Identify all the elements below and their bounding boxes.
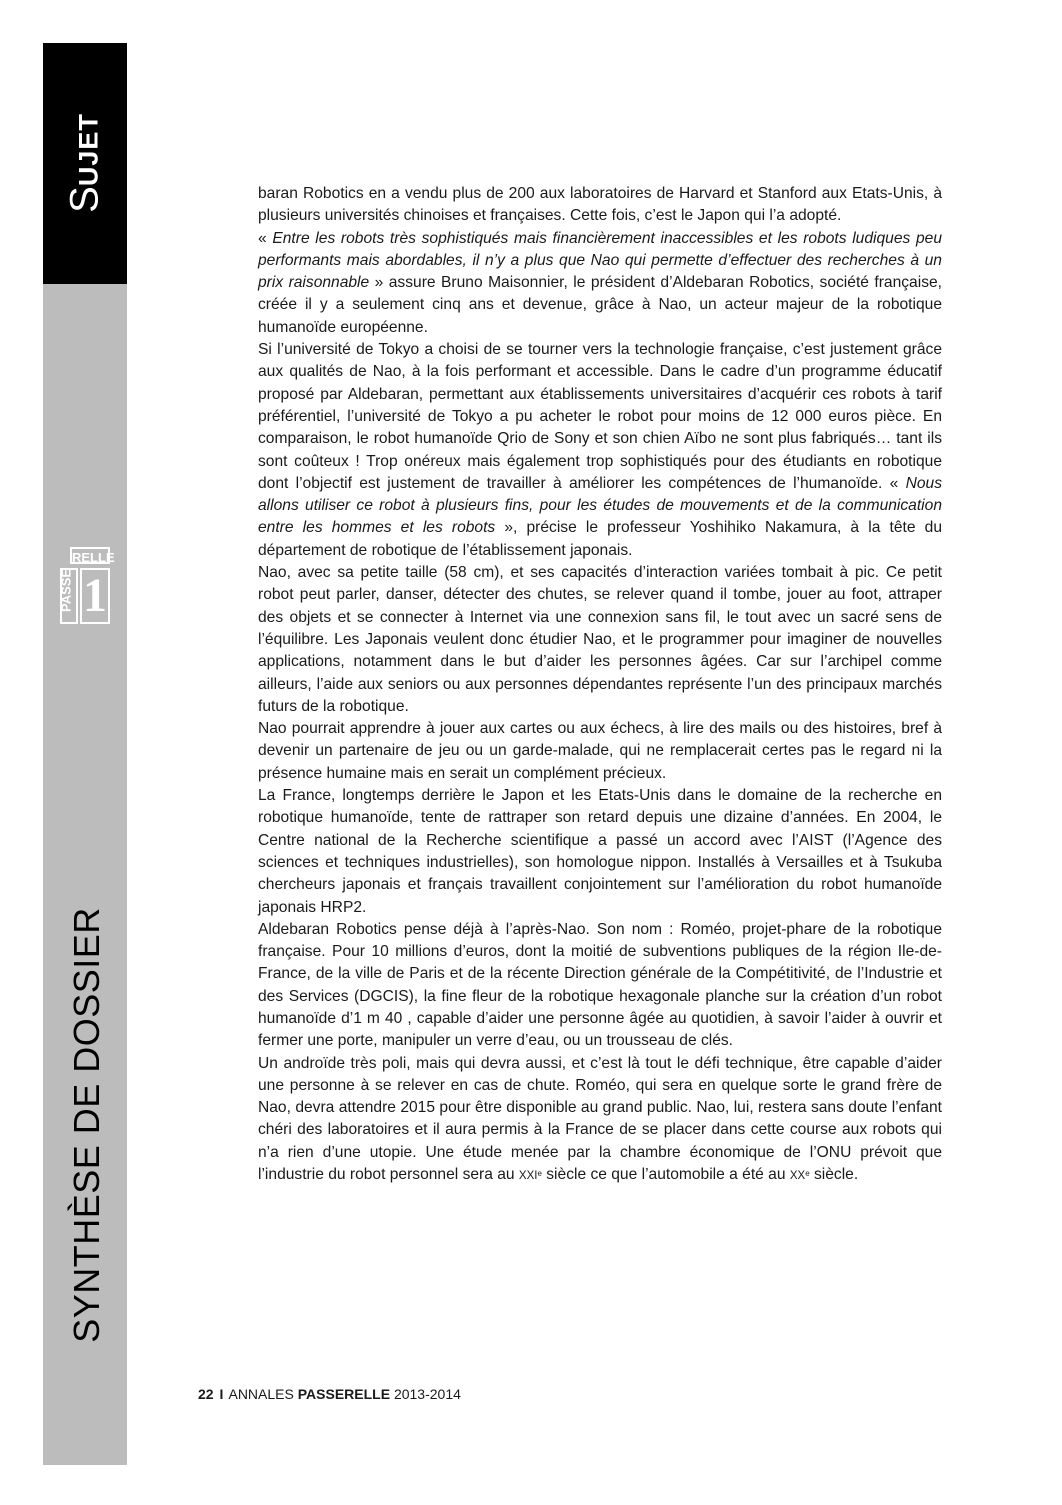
paragraph: Nao pourrait apprendre à jouer aux cartes ou aux échecs, à lire des mails ou des histoires, bref à devenir un partenaire de jeu ou un garde-malade, qui ne remplacerait certes pas le regard ni la présence humaine mais en serait un complément précieux. bbox=[258, 720, 942, 782]
quote-open: « bbox=[258, 229, 273, 247]
logo-digit: 1 bbox=[80, 568, 110, 624]
paragraph-text: siècle. bbox=[809, 1166, 859, 1184]
paragraph-text: Un androïde très poli, mais qui devra aussi, et c’est là tout le défi technique, être capable d’aider une personne à se relever en cas de chute. Roméo, qui sera en quelque sorte le grand frère de Nao, devra attendre 2015 pour être disponible au grand public. Nao, lui, restera sans doute l’enfant chéri des laboratoires et il aura permis à la France de se placer dans cette course aux robots qui n’a rien d’une utopie. Une étude menée par la chambre économique de l’ONU prévoit que l’industrie du robot personnel sera au bbox=[258, 1054, 942, 1184]
paragraph bbox=[258, 339, 942, 562]
page-footer bbox=[198, 1386, 461, 1402]
footer-years: 2013-2014 bbox=[393, 1386, 461, 1402]
quote-text: Nous allons utiliser ce robot à plusieurs fins, pour les études de mouvements et de la communication entre les hommes et les robots bbox=[258, 474, 942, 537]
logo-relle-text: RELLE bbox=[70, 547, 110, 564]
article-body bbox=[258, 183, 942, 1187]
vertical-section-title: SYNTHÈSE DE DOSSIER bbox=[66, 907, 107, 1343]
section-label-initial: S bbox=[62, 186, 107, 213]
paragraph-text: » assure Bruno Maisonnier, le président d’Aldebaran Robotics, société française, créée il y a seulement cinq ans et devenue, grâce à Nao, un acteur majeur de la robotique humanoïde européenne. bbox=[258, 274, 942, 336]
paragraph bbox=[258, 1053, 942, 1188]
century-numeral: XXI bbox=[518, 1170, 538, 1183]
section-label-sujet bbox=[63, 113, 108, 213]
footer-brand: PASSERELLE bbox=[297, 1386, 391, 1402]
paragraph-text: », précise le professeur Yoshihiko Nakamura, à la tête du département de robotique de l’établissement japonais. bbox=[258, 519, 942, 559]
footer-annales: ANNALES bbox=[228, 1386, 294, 1402]
paragraph: Nao, avec sa petite taille (58 cm), et ses capacités d’interaction variées tombait à pic. Ce petit robot peut parler, danser, détecter des chutes, se relever quand il tombe, jouer au foot, attraper des objets et se connecter à Internet via une connexion sans fil, le tout avec un sacré sens de l’équilibre. Les Japonais veulent donc étudier Nao, et le programmer pour imaginer de nouvelles applications, notamment dans le but d’aider les personnes âgées. Car sur l’archipel comme ailleurs, l’aide aux seniors ou aux personnes dépendantes représente l’un des principaux marchés futurs de la robotique. bbox=[258, 564, 942, 715]
paragraph: Aldebaran Robotics pense déjà à l’après-Nao. Son nom : Roméo, projet-phare de la robotique française. Pour 10 millions d’euros, dont la moitié de subventions publiques de la région Ile-de-France, de la ville de Paris et de la récente Direction générale de la Compétitivité, de l’Industrie et des Services (DGCIS), la fine fleur de la robotique hexagonale planche sur la création d’un robot humanoïde d’1 m 40 , capable d’aider une personne âgée au quotidien, à savoir l’aider à ouvrir et fermer une porte, manipuler un verre d’eau, ou un trousseau de clés. bbox=[258, 920, 942, 1050]
paragraph-text: siècle ce que l’automobile a été au bbox=[541, 1166, 790, 1184]
paragraph: baran Robotics en a vendu plus de 200 aux laboratoires de Harvard et Stanford aux Etats-Unis, à plusieurs universités chinoises et françaises. Cette fois, c’est le Japon qui l’a adopté. bbox=[258, 185, 942, 225]
century-numeral: XX bbox=[789, 1170, 806, 1183]
section-label-rest: UJET bbox=[73, 113, 104, 187]
paragraph: La France, longtemps derrière le Japon et les Etats-Unis dans le domaine de la recherche en robotique humanoïde, tente de rattraper son retard depuis une dizaine d’années. En 2004, le Centre national de la Recherche scientifique a passé un accord avec l’AIST (l’Agence des sciences et techniques industrielles), son homologue nippon. Installés à Versailles et à Tsukuba chercheurs japonais et français travaillent conjointement sur l’amélioration du robot humanoïde japonais HRP2. bbox=[258, 787, 942, 916]
page-number: 22 bbox=[198, 1386, 214, 1402]
footer-separator: I bbox=[219, 1386, 224, 1402]
quote-text: Entre les robots très sophistiqués mais financièrement inaccessibles et les robots ludiques peu performants mais abordables, il n’y a plus que Nao qui permette d’effectuer des recherches à un prix raisonnable bbox=[258, 229, 942, 292]
passerelle-1-logo bbox=[58, 544, 115, 628]
superscript: e bbox=[805, 1169, 810, 1179]
paragraph-text: Si l’université de Tokyo a choisi de se tourner vers la technologie française, c’est justement grâce aux qualités de Nao, à la fois performant et accessible. Dans le cadre d’un programme éducatif proposé par Aldebaran, permettant aux établissements universitaires d’acquérir ces robots à tarif préférentiel, l’université de Tokyo a pu acheter le robot pour moins de 12 000 euros pièce. En comparaison, le robot humanoïde Qrio de Sony et son chien Aïbo ne sont plus fabriqués… tant ils sont coûteux ! Trop onéreux mais également trop sophistiqués pour des étudiants en robotique dont l’objectif est justement de travailler à améliorer les compétences de l’humanoïde. « bbox=[258, 341, 942, 492]
superscript: e bbox=[537, 1169, 542, 1179]
logo-passe-text: PASSE bbox=[58, 568, 74, 612]
paragraph bbox=[258, 228, 942, 339]
